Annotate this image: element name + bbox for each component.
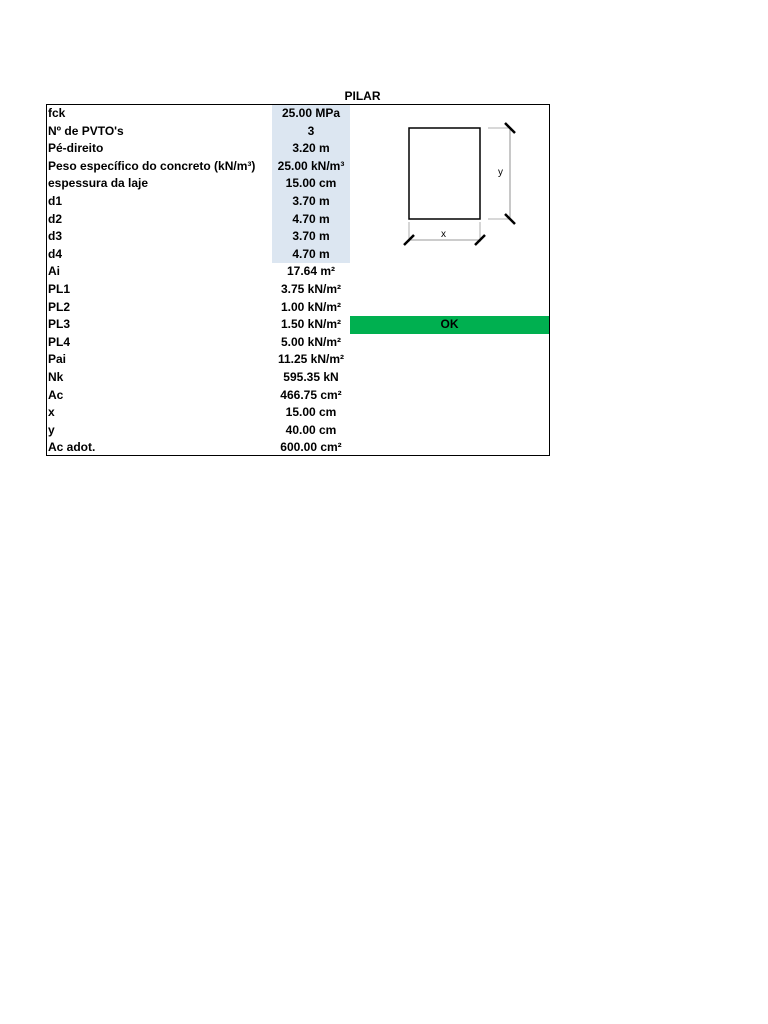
row-value: 595.35 kN [283,370,339,384]
table-row-ac-adot [47,439,549,457]
row-label: fck [48,106,66,120]
row-value-input[interactable]: 3.70 m [272,193,350,211]
table-row-x [47,404,549,422]
table-row-pl3 [47,316,549,334]
table-row-nk [47,369,549,387]
row-label: d2 [48,211,63,226]
row-label: Nº de PVTO's [48,123,124,138]
sheet-title [47,88,678,104]
table-row-pl4 [47,334,549,352]
row-label: Peso específico do concreto (kN/m³) [48,158,256,173]
table-row-pai [47,351,549,369]
row-label: d3 [48,229,63,244]
row-label: PL2 [48,299,71,314]
row-value: 40.00 cm [285,422,337,437]
sheet-title-text: PILAR [344,89,381,103]
row-label: Ac [48,387,64,402]
row-value: 3.75 kN/m² [280,282,342,296]
y-dimension-label: y [498,167,503,178]
table-row-y [47,422,549,440]
row-label: Nk [48,370,64,384]
row-label: y [48,422,55,437]
table-row-pl1 [47,281,549,299]
table-row-ai [47,263,549,281]
row-label: PL1 [48,282,71,296]
row-value-input[interactable]: 3.20 m [272,140,350,158]
row-value: 1.00 kN/m² [280,299,342,314]
x-dimension-label: x [441,229,446,240]
row-label: Pé-direito [48,141,104,156]
row-label: Ai [48,264,60,279]
row-value: 600.00 cm² [280,440,342,455]
column-section-outline [409,128,480,219]
row-value: 11.25 kN/m² [277,352,345,367]
row-label: Ac adot. [48,440,96,455]
row-value-input[interactable]: 25.00 kN/m³ [272,158,350,176]
row-value: 5.00 kN/m² [280,334,342,349]
row-label: Pai [48,352,67,367]
row-value-input[interactable]: 15.00 cm [272,175,350,193]
status-ok-badge: OK [350,316,549,334]
table-row-pl2 [47,299,549,317]
table-row-ac [47,387,549,405]
row-value: 15.00 cm [285,405,337,420]
row-value-input[interactable]: 4.70 m [272,246,350,264]
row-value: 466.75 cm² [280,387,342,402]
row-label: d4 [48,246,63,261]
row-value: 1.50 kN/m² [280,317,342,332]
row-label: d1 [48,194,63,208]
row-label: x [48,405,55,420]
row-value-input[interactable]: 25.00 MPa [272,105,350,123]
row-value-input[interactable]: 3.70 m [272,228,350,246]
row-value-input[interactable]: 3 [272,123,350,141]
column-section-diagram [400,118,524,250]
row-label: PL4 [48,334,71,349]
row-label: espessura da laje [48,176,149,191]
row-value-input[interactable]: 4.70 m [272,211,350,229]
row-label: PL3 [48,317,71,332]
row-value: 17.64 m² [286,264,336,279]
